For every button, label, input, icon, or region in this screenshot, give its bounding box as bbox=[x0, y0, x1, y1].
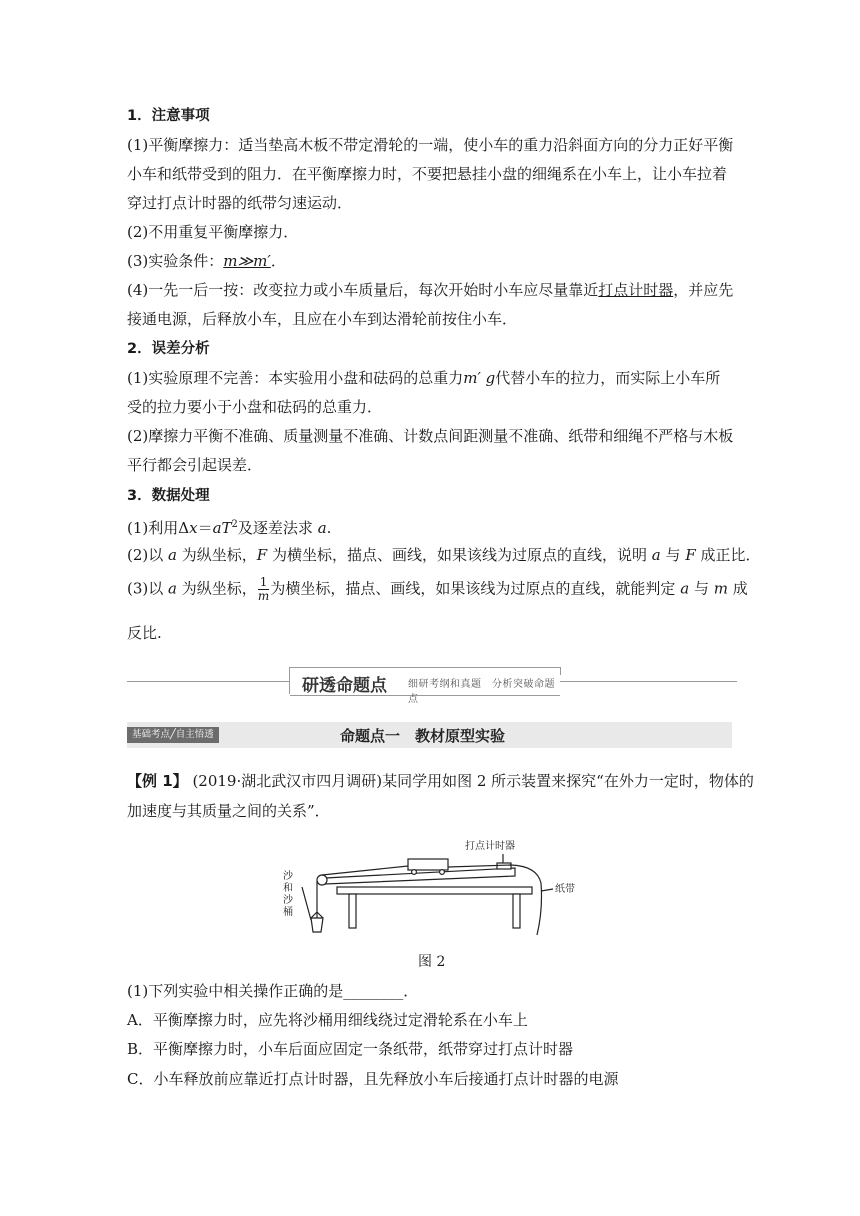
data-item-1-text-b: 及逐差法求 bbox=[237, 519, 313, 537]
option-a: A．平衡摩擦力时，应先将沙桶用细线绕过定滑轮系在小车上 bbox=[127, 1011, 528, 1029]
example-label: 【例 1】 bbox=[127, 772, 188, 790]
notes-item-1-line-1: (1)平衡摩擦力：适当垫高木板不带定滑轮的一端，使小车的重力沿斜面方向的分力正好平衡 bbox=[127, 136, 734, 154]
notes-item-4-line-2: 接通电源，后释放小车，且应在小车到达滑轮前按住小车． bbox=[127, 310, 518, 328]
section-heading-data: 3．数据处理 bbox=[127, 488, 210, 504]
notes-item-4-line-1 bbox=[127, 280, 737, 300]
data-item-2-text-a: (2)以 bbox=[127, 546, 164, 564]
section-heading-notes: 1．注意事项 bbox=[127, 108, 210, 124]
section-banner bbox=[127, 667, 737, 705]
example-line-1 bbox=[127, 771, 754, 791]
banner-title: 研透命题点 bbox=[302, 676, 387, 696]
var-F: F bbox=[685, 546, 696, 564]
sand-bucket bbox=[311, 918, 323, 932]
cart-wheel-left bbox=[412, 870, 417, 875]
error-item-2-line-2: 平行都会引起误差． bbox=[127, 456, 263, 474]
data-item-3-text-e: 成 bbox=[732, 579, 748, 598]
banner-box bbox=[290, 667, 560, 705]
var-a: a bbox=[168, 579, 177, 598]
cart bbox=[408, 859, 448, 870]
section-heading-error: 2．误差分析 bbox=[127, 341, 210, 357]
banner-rule-left bbox=[127, 681, 290, 682]
data-item-3-line-1 bbox=[127, 575, 748, 603]
apparatus-figure bbox=[275, 835, 585, 940]
notes-item-1-line-3: 穿过打点计时器的纸带匀速运动． bbox=[127, 194, 353, 212]
experiment-condition: m≫m′ bbox=[223, 252, 271, 270]
var-a: a bbox=[651, 546, 661, 564]
banner-left-edge bbox=[289, 667, 296, 694]
var-m: m bbox=[713, 579, 728, 598]
data-item-1-end: . bbox=[326, 519, 332, 537]
error-item-1-text-b: 代替小车的拉力，而实际上小车所 bbox=[495, 369, 721, 387]
notes-item-2: (2)不用重复平衡摩擦力． bbox=[127, 223, 299, 241]
data-item-2-text-e: 成正比． bbox=[700, 546, 761, 564]
label-sand-2: 和 bbox=[283, 883, 293, 894]
error-item-1-line-2: 受的拉力要小于小盘和砝码的总重力． bbox=[127, 398, 383, 416]
notes-item-3-suffix: ． bbox=[270, 252, 286, 270]
error-item-1-line-1 bbox=[127, 368, 737, 388]
data-item-3-text-c: 为横坐标，描点、画线，如果该线为过原点的直线，就能判定 bbox=[270, 579, 676, 598]
data-item-3-text-d: 与 bbox=[693, 579, 709, 598]
data-item-3-line-2: 反比. bbox=[127, 624, 162, 642]
notes-item-4-text-b: ，并应先 bbox=[673, 281, 734, 299]
table-leg-left bbox=[349, 894, 356, 928]
bucket-leader bbox=[302, 887, 311, 920]
cart-wheel-right bbox=[440, 870, 445, 875]
topic-title: 命题点一 教材原型实验 bbox=[340, 727, 506, 745]
data-item-2-text-c: 为横坐标，描点、画线，如果该线为过原点的直线，说明 bbox=[271, 546, 647, 564]
timer-body bbox=[497, 863, 511, 869]
table-leg-right bbox=[513, 894, 520, 928]
var-aT: aT bbox=[212, 519, 232, 537]
notes-item-3 bbox=[127, 251, 737, 271]
data-item-1-text-a: (1)利用Δ bbox=[127, 519, 190, 537]
string-horizontal bbox=[322, 866, 408, 875]
example-text-1: (2019·湖北武汉市四月调研)某同学用如图 2 所示装置来探究“在外力一定时，物体的 bbox=[187, 772, 754, 790]
label-tape: 纸带 bbox=[555, 884, 575, 895]
fraction-1-over-m bbox=[258, 576, 270, 603]
bucket-handle-left bbox=[311, 912, 317, 918]
banner-right-tick bbox=[554, 667, 561, 675]
var-x: x bbox=[189, 519, 198, 537]
var-F: F bbox=[256, 546, 268, 564]
banner-rule-right bbox=[560, 681, 737, 682]
error-item-2-line-1: (2)摩擦力平衡不准确、质量测量不准确、计数点间距测量不准确、纸带和细绳不严格与木板 bbox=[127, 427, 734, 445]
notes-item-4-text-a: (4)一先一后一按：改变拉力或小车质量后，每次开始时小车应尽量靠近 bbox=[127, 281, 599, 299]
data-item-2-text-d: 与 bbox=[665, 546, 681, 564]
topic-tag: 基础考点╱自主悟透 bbox=[127, 727, 219, 743]
timer-underlined: 打点计时器 bbox=[598, 281, 674, 299]
option-b: B．平衡摩擦力时，小车后面应固定一条纸带，纸带穿过打点计时器 bbox=[127, 1040, 574, 1058]
data-item-2 bbox=[127, 545, 761, 565]
figure-caption: 图 2 bbox=[418, 954, 446, 970]
weight-expression: m′ g bbox=[463, 369, 496, 387]
label-sand-4: 桶 bbox=[283, 907, 293, 918]
fraction-numerator: 1 bbox=[259, 575, 268, 589]
option-c: C．小车释放前应靠近打点计时器，且先释放小车后接通打点计时器的电源 bbox=[127, 1070, 619, 1088]
data-item-3-text-b: 为纵坐标， bbox=[181, 579, 257, 598]
banner-subtitle: 细研考纲和真题 分析突破命题点 bbox=[408, 679, 555, 705]
var-a: a bbox=[317, 519, 327, 537]
example-line-2: 加速度与其质量之间的关系”． bbox=[127, 802, 330, 820]
label-sand-1: 沙 bbox=[283, 871, 293, 882]
tape-leader bbox=[541, 889, 553, 891]
notes-item-1-line-2: 小车和纸带受到的阻力．在平衡摩擦力时，不要把悬挂小盘的细绳系在小车上，让小车拉着 bbox=[127, 165, 728, 183]
fraction-denominator: m bbox=[257, 589, 270, 603]
label-sand-3: 沙 bbox=[283, 895, 293, 906]
exponent: 2 bbox=[231, 519, 238, 530]
equals-sign: ＝ bbox=[197, 519, 213, 537]
data-item-2-text-b: 为纵坐标， bbox=[181, 546, 257, 564]
data-item-3-text-a: (3)以 bbox=[127, 579, 164, 598]
data-item-1 bbox=[127, 515, 737, 538]
notes-item-3-prefix: (3)实验条件： bbox=[127, 252, 224, 270]
var-a: a bbox=[680, 579, 690, 598]
table-top bbox=[337, 887, 532, 894]
pulley bbox=[317, 875, 327, 885]
bucket-handle-right bbox=[317, 912, 323, 918]
topic-band bbox=[127, 722, 732, 748]
label-timer: 打点计时器 bbox=[465, 841, 515, 852]
question-stem: (1)下列实验中相关操作正确的是________． bbox=[127, 982, 419, 1000]
var-a: a bbox=[168, 546, 177, 564]
error-item-1-text-a: (1)实验原理不完善：本实验用小盘和砝码的总重力 bbox=[127, 369, 464, 387]
